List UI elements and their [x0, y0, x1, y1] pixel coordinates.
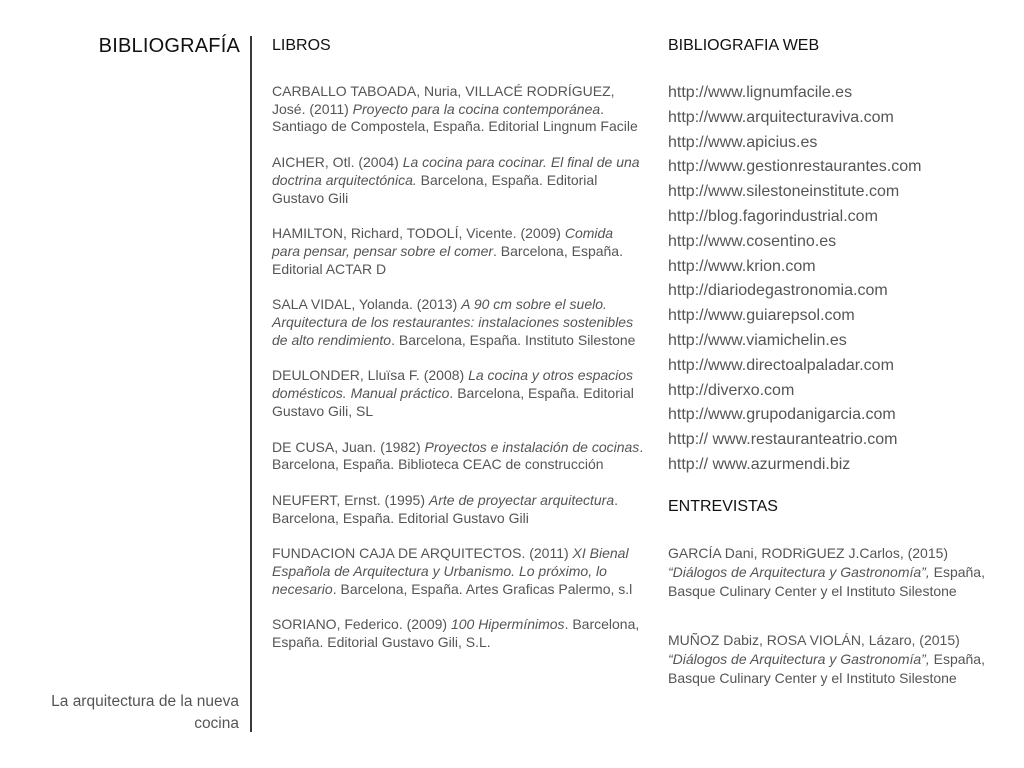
book-entry: [272, 439, 644, 474]
books-column: [272, 37, 644, 652]
interview-authors: GARCÍA Dani, RODRiGUEZ J.Carlos, (2015): [668, 544, 949, 561]
interview-entry: [668, 631, 1008, 688]
book-title: La cocina y otros espacios domésticos. Manual práctico: [272, 367, 634, 402]
book-publisher: . Barcelona, España. Instituto Silestone: [391, 331, 636, 348]
web-link[interactable]: http://www.viamichelin.es: [668, 331, 847, 349]
book-publisher: Barcelona, España. Editorial Gustavo Gili: [272, 171, 598, 206]
book-title: Proyectos e instalación de cocinas: [424, 438, 640, 455]
interview-authors: MUÑOZ Dabiz, ROSA VIOLÁN, Lázaro, (2015): [668, 631, 960, 648]
book-title: XI Bienal Española de Arquitectura y Urbanismo. Lo próximo, lo necesario: [272, 545, 629, 597]
web-link[interactable]: http://www.grupodanigarcia.com: [668, 406, 896, 424]
web-link[interactable]: http://www.apicius.es: [668, 133, 818, 151]
book-title: Arte de proyectar arquitectura: [428, 491, 615, 508]
book-publisher: . Santiago de Compostela, España. Editorial Lingnum Facile: [272, 100, 638, 135]
interview-details: España, Basque Culinary Center y el Instituto Silestone: [668, 650, 985, 686]
book-entry: [272, 545, 644, 598]
interview-entry: [668, 544, 1008, 601]
web-link[interactable]: http://www.cosentino.es: [668, 232, 837, 250]
book-title: Proyecto para la cocina contemporánea: [352, 100, 601, 117]
book-publisher: . Barcelona, España. Artes Graficas Palermo, s.l: [332, 580, 633, 597]
web-links-list: [668, 81, 1008, 478]
web-link[interactable]: http://www.directoalpaladar.com: [668, 356, 894, 374]
interview-details: España, Basque Culinary Center y el Instituto Silestone: [668, 563, 985, 599]
book-authors: CARBALLO TABOADA, Nuria, VILLACÉ RODRÍGUEZ, José. (2011): [272, 83, 615, 117]
book-publisher: . Barcelona, España. Editorial Gustavo Gili: [272, 491, 619, 526]
web-link[interactable]: http://www.gestionrestaurantes.com: [668, 158, 922, 176]
web-link[interactable]: http:// www.restauranteatrio.com: [668, 431, 898, 449]
book-title: La cocina para cocinar. El final de una doctrina arquitectónica.: [272, 154, 640, 188]
book-entry: [272, 616, 644, 651]
web-link[interactable]: http://diariodegastronomia.com: [668, 282, 888, 300]
book-entry: [272, 154, 644, 207]
books-list: [272, 83, 644, 652]
web-link[interactable]: http://www.lignumfacile.es: [668, 84, 853, 101]
interview-title: “Diálogos de Arquitectura y Gastronomía”,: [668, 563, 930, 580]
book-authors: NEUFERT, Ernst. (1995): [272, 491, 429, 508]
web-column: [668, 37, 1008, 702]
web-heading: BIBLIOGRAFIA WEB: [668, 37, 820, 54]
web-link[interactable]: http://www.guiarepsol.com: [668, 307, 855, 325]
book-entry: [272, 83, 644, 136]
vertical-divider: [250, 36, 252, 732]
book-entry: [272, 367, 644, 420]
book-publisher: . Barcelona, España. Editorial Gustavo Gili, SL: [272, 385, 634, 419]
book-publisher: . Barcelona, España. Editorial Gustavo Gili, S.L.: [272, 616, 640, 651]
book-authors: AICHER, Otl. (2004): [272, 154, 403, 171]
web-link[interactable]: http://blog.fagorindustrial.com: [668, 207, 878, 225]
book-title: Comida para pensar, pensar sobre el comer: [272, 225, 614, 259]
book-publisher: . Barcelona, España. Editorial ACTAR D: [272, 242, 623, 277]
web-link[interactable]: http://www.krion.com: [668, 257, 816, 275]
interview-title: “Diálogos de Arquitectura y Gastronomía”,: [668, 650, 930, 667]
book-authors: DEULONDER, Lluïsa F. (2008): [272, 367, 469, 384]
book-authors: SALA VIDAL, Yolanda. (2013): [272, 296, 462, 313]
book-entry: [272, 296, 644, 349]
book-title: 100 Hipermínimos: [450, 616, 565, 633]
presentation-subtitle: La arquitectura de la nueva cocina: [51, 693, 239, 732]
web-link[interactable]: http:// www.azurmendi.biz: [668, 455, 851, 473]
web-link[interactable]: http://www.silestoneinstitute.com: [668, 183, 900, 201]
web-link[interactable]: http://diverxo.com: [668, 381, 795, 399]
book-authors: FUNDACION CAJA DE ARQUITECTOS. (2011): [272, 545, 573, 562]
books-heading: LIBROS: [272, 37, 331, 54]
book-entry: [272, 225, 644, 278]
web-link[interactable]: http://www.arquitecturaviva.com: [668, 108, 894, 126]
book-entry: [272, 492, 644, 527]
book-publisher: . Barcelona, España. Biblioteca CEAC de construcción: [272, 438, 644, 473]
interviews-heading: ENTREVISTAS: [668, 497, 778, 515]
book-title: A 90 cm sobre el suelo. Arquitectura de los restaurantes: instalaciones sostenibles de alto rendimiento: [272, 296, 634, 348]
book-authors: SORIANO, Federico. (2009): [272, 616, 451, 633]
book-authors: DE CUSA, Juan. (1982): [272, 438, 425, 455]
book-authors: HAMILTON, Richard, TODOLÍ, Vicente. (2009): [272, 225, 565, 242]
page-title: BIBLIOGRAFÍA: [98, 35, 240, 57]
